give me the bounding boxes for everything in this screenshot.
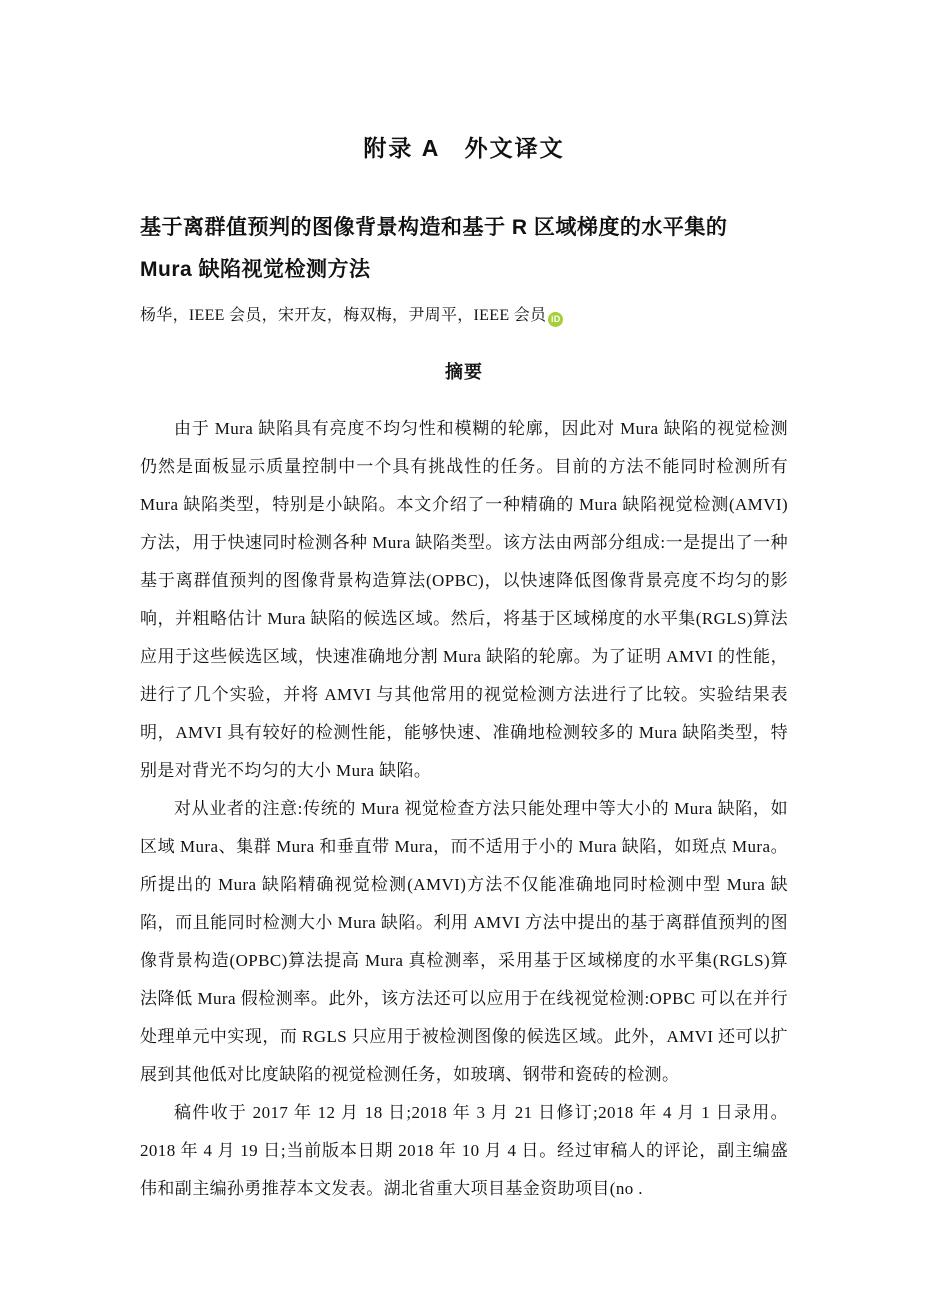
abstract-body	[140, 410, 788, 1208]
authors-text: 杨华，IEEE 会员，宋开友，梅双梅，尹周平，IEEE 会员	[140, 307, 547, 325]
appendix-title: 附录 A 外文译文	[363, 135, 565, 161]
orcid-icon[interactable]: iD	[548, 312, 563, 327]
practitioners-note-paragraph: 对从业者的注意:传统的 Mura 视觉检查方法只能处理中等大小的 Mura 缺陷，如区域 Mura、集群 Mura 和垂直带 Mura，而不适用于小的 Mura 缺陷，如斑点 Mura。所提出的 Mura 缺陷精确视觉检测(AMVI)方法不仅能准确地同时检测中型 Mura 缺陷，而且能同时检测大小 Mura 缺陷。利用 AMVI 方法中提出的基于离群值预判的图像背景构造(OPBC)算法提高 Mura 真检测率，采用基于区域梯度的水平集(RGLS)算法降低 Mura 假检测率。此外，该方法还可以应用于在线视觉检测:OPBC 可以在并行处理单元中实现，而 RGLS 只应用于被检测图像的候选区域。此外，AMVI 还可以扩展到其他低对比度缺陷的视觉检测任务，如玻璃、钢带和瓷砖的检测。	[140, 799, 788, 1085]
abstract-paragraph: 由于 Mura 缺陷具有亮度不均匀性和模糊的轮廓，因此对 Mura 缺陷的视觉检测仍然是面板显示质量控制中一个具有挑战性的任务。目前的方法不能同时检测所有 Mura 缺陷类型，特别是小缺陷。本文介绍了一种精确的 Mura 缺陷视觉检测(AMVI)方法，用于快速同时检测各种 Mura 缺陷类型。该方法由两部分组成:一是提出了一种基于离群值预判的图像背景构造算法(OPBC)，以快速降低图像背景亮度不均匀的影响，并粗略估计 Mura 缺陷的候选区域。然后，将基于区域梯度的水平集(RGLS)算法应用于这些候选区域，快速准确地分割 Mura 缺陷的轮廓。为了证明 AMVI 的性能，进行了几个实验，并将 AMVI 与其他常用的视觉检测方法进行了比较。实验结果表明，AMVI 具有较好的检测性能，能够快速、准确地检测较多的 Mura 缺陷类型，特别是对背光不均匀的大小 Mura 缺陷。	[140, 419, 788, 781]
manuscript-history-paragraph: 稿件收于 2017 年 12 月 18 日;2018 年 3 月 21 日修订;2018 年 4 月 1 日录用。2018 年 4 月 19 日;当前版本日期 2018 年 10 月 4 日。经过审稿人的评论，副主编盛伟和副主编孙勇推荐本文发表。湖北省重大项目基金资助项目(no .	[140, 1103, 788, 1199]
paper-title	[140, 207, 788, 291]
paper-title-line-2: Mura 缺陷视觉检测方法	[140, 258, 371, 282]
paper-title-line-1: 基于离群值预判的图像背景构造和基于 R 区域梯度的水平集的	[140, 216, 728, 240]
author-line	[140, 304, 788, 328]
abstract-heading: 摘要	[445, 362, 483, 383]
